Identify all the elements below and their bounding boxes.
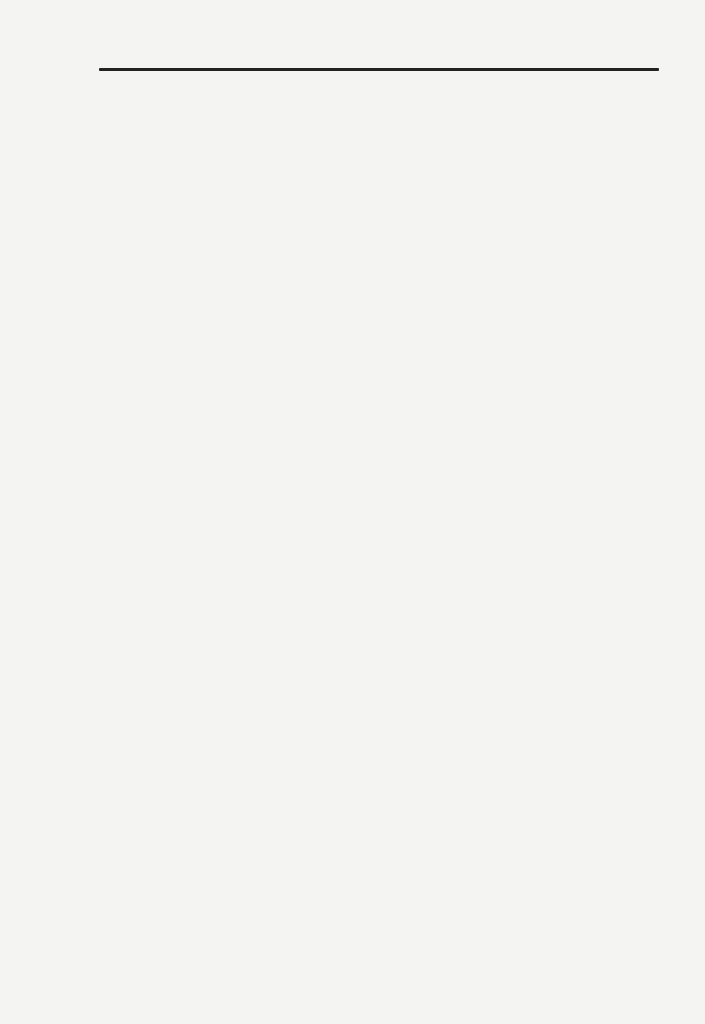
page-header (100, 34, 570, 64)
header-divider (99, 68, 659, 71)
document-body (36, 78, 672, 92)
